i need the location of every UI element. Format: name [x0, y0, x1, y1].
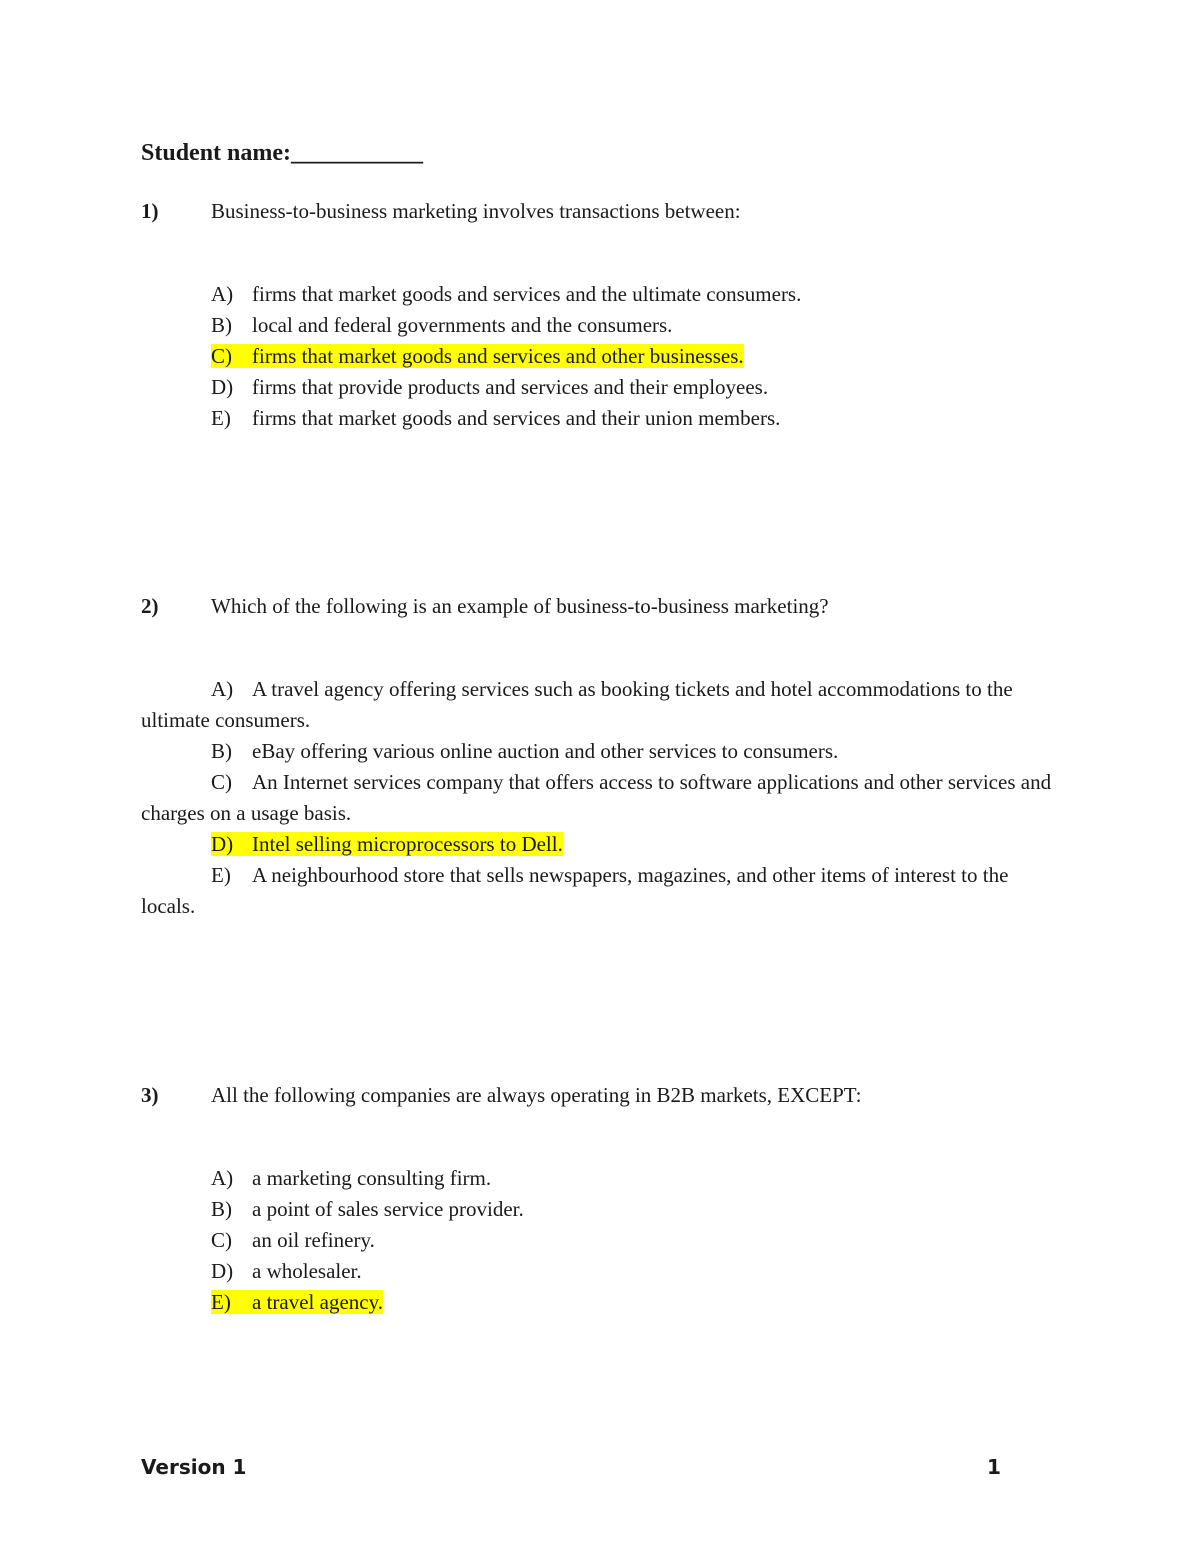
option-e: E) A neighbourhood store that sells newspapers, magazines, and other items of interest to the locals. [141, 863, 1009, 918]
option-d-highlighted: D) Intel selling microprocessors to Dell. [211, 832, 563, 856]
student-name-label: Student name:___________ [141, 140, 424, 166]
option-a: A) firms that market goods and services and the ultimate consumers. [211, 282, 802, 306]
footer-page-number: 1 [987, 1455, 1001, 1479]
question-number: 3) [141, 1083, 159, 1107]
question-1 [0, 199, 1200, 233]
option-c-highlighted: C) firms that market goods and services and other businesses. [211, 344, 744, 368]
question-3 [0, 1083, 1200, 1117]
question-number: 1) [141, 199, 159, 223]
question-2 [0, 594, 1200, 628]
option-b: B) local and federal governments and the consumers. [211, 313, 673, 337]
option-a: A) a marketing consulting firm. [211, 1166, 492, 1190]
footer-version: Version 1 [141, 1455, 247, 1479]
option-b: B) eBay offering various online auction and other services to consumers. [211, 739, 839, 763]
question-1-options [0, 279, 1200, 434]
option-d: D) firms that provide products and services and their employees. [211, 375, 769, 399]
question-2-options [0, 674, 1200, 922]
question-text: All the following companies are always operating in B2B markets, EXCEPT: [211, 1083, 862, 1107]
option-e-highlighted: E) a travel agency. [211, 1290, 383, 1314]
question-text: Which of the following is an example of business-to-business marketing? [211, 594, 829, 618]
option-c: C) an oil refinery. [211, 1228, 375, 1252]
option-d: D) a wholesaler. [211, 1259, 362, 1283]
option-b: B) a point of sales service provider. [211, 1197, 524, 1221]
option-e: E) firms that market goods and services and their union members. [211, 406, 781, 430]
question-3-options [0, 1163, 1200, 1318]
question-text: Business-to-business marketing involves transactions between: [211, 199, 741, 223]
question-number: 2) [141, 594, 159, 618]
option-a: A) A travel agency offering services such as booking tickets and hotel accommodations to the ultimate consumers. [141, 677, 1013, 732]
option-c: C) An Internet services company that offers access to software applications and other services and charges on a usage basis. [141, 770, 1052, 825]
